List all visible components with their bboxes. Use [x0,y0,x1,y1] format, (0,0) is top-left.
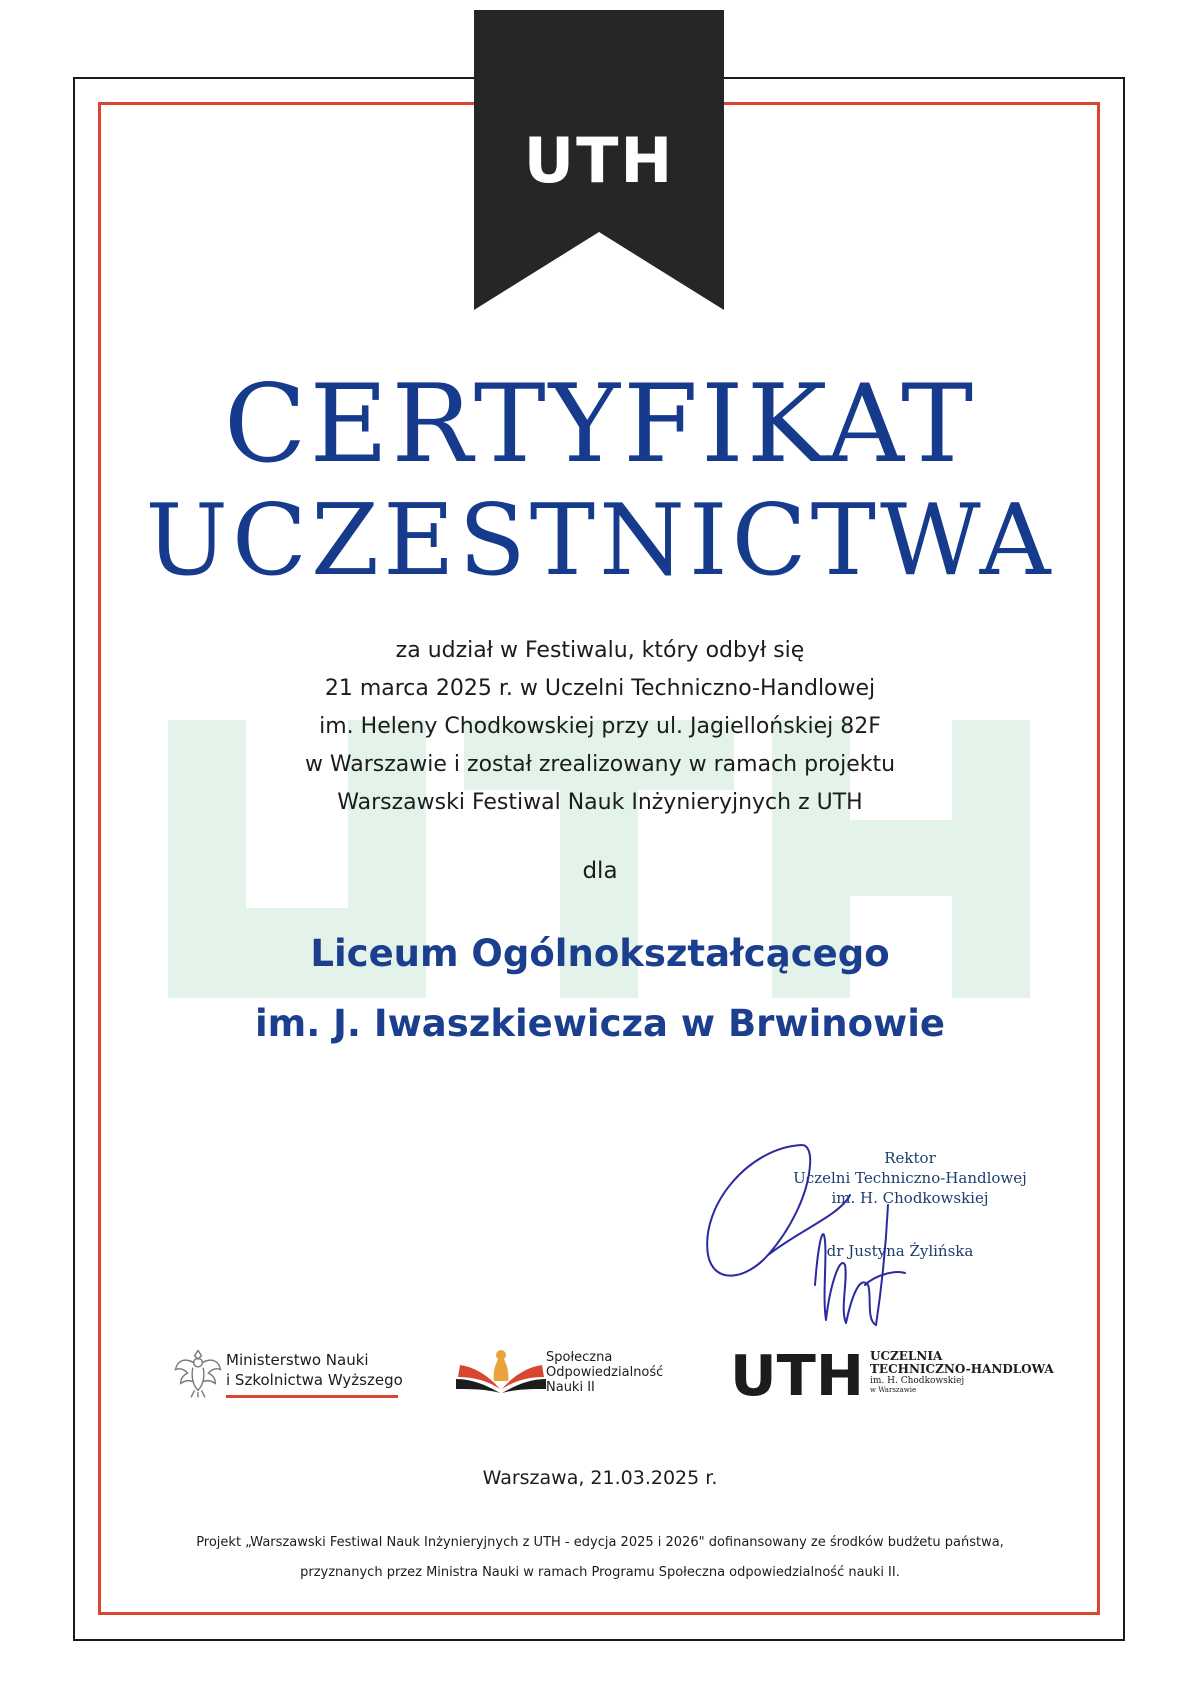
stamp-university: Uczelni Techniczno-Handlowej [793,1169,1027,1187]
stamp-title: Rektor [884,1149,936,1167]
program-line-1: Społeczna [546,1350,613,1365]
recipient-name-line-1: Liceum Ogólnokształcącego [310,932,890,975]
uth-bottom-logo [730,1352,864,1398]
university-name [870,1350,1054,1394]
program-name [546,1350,663,1395]
ministry-line-1: Ministerstwo Nauki [226,1351,369,1369]
stamp-signer-name: dr Justyna Żylińska [826,1242,974,1260]
for-label: dla [582,858,618,884]
uth-bottom-logo-text: UTH [730,1352,864,1398]
ministry-line-2: i Szkolnictwa Wyższego [226,1371,403,1389]
uth-banner-logo [474,10,724,310]
stamp-patron: im. H. Chodkowskiej [831,1189,989,1207]
university-line-3: im. H. Chodkowskiej [870,1376,965,1386]
footer-line-1: Projekt „Warszawski Festiwal Nauk Inżynieryjnych z UTH - edycja 2025 i 2026" dofinansowany ze środków budżetu państwa, [196,1535,1004,1550]
place-and-date: Warszawa, 21.03.2025 r. [482,1467,718,1489]
program-line-3: Nauki II [546,1380,595,1395]
description-line: za udział w Festiwalu, który odbył się [395,638,805,663]
polish-eagle-emblem [172,1345,224,1401]
description-line: 21 marca 2025 r. w Uczelni Techniczno-Handlowej [324,676,876,701]
university-line-4: w Warszawie [870,1386,917,1394]
university-line-2: TECHNICZNO-HANDLOWA [870,1362,1054,1376]
description-line: Warszawski Festiwal Nauk Inżynieryjnych z UTH [337,790,863,815]
recipient-name-line-2: im. J. Iwaszkiewicza w Brwinowie [254,1002,945,1045]
title-line-2: UCZESTNICTWA [145,484,1055,598]
description-line: w Warszawie i został zrealizowany w ramach projektu [304,752,896,777]
handwritten-signature [690,1135,1000,1335]
description-line: im. Heleny Chodkowskiej przy ul. Jagiellońskiej 82F [319,714,881,739]
ministry-name [226,1350,403,1390]
certificate-description [0,632,1200,822]
banner-logo-text: UTH [523,124,675,197]
program-line-2: Odpowiedzialność [546,1365,664,1380]
footer-line-2: przyznanych przez Ministra Nauki w ramach Programu Społeczna odpowiedzialność nauki II. [300,1565,900,1580]
university-line-1: UCZELNIA [870,1349,943,1363]
ministry-red-underline [226,1395,398,1398]
title-line-1: CERTYFIKAT [223,362,977,487]
sonn-book-logo [454,1345,548,1401]
funding-footer [100,1528,1100,1588]
